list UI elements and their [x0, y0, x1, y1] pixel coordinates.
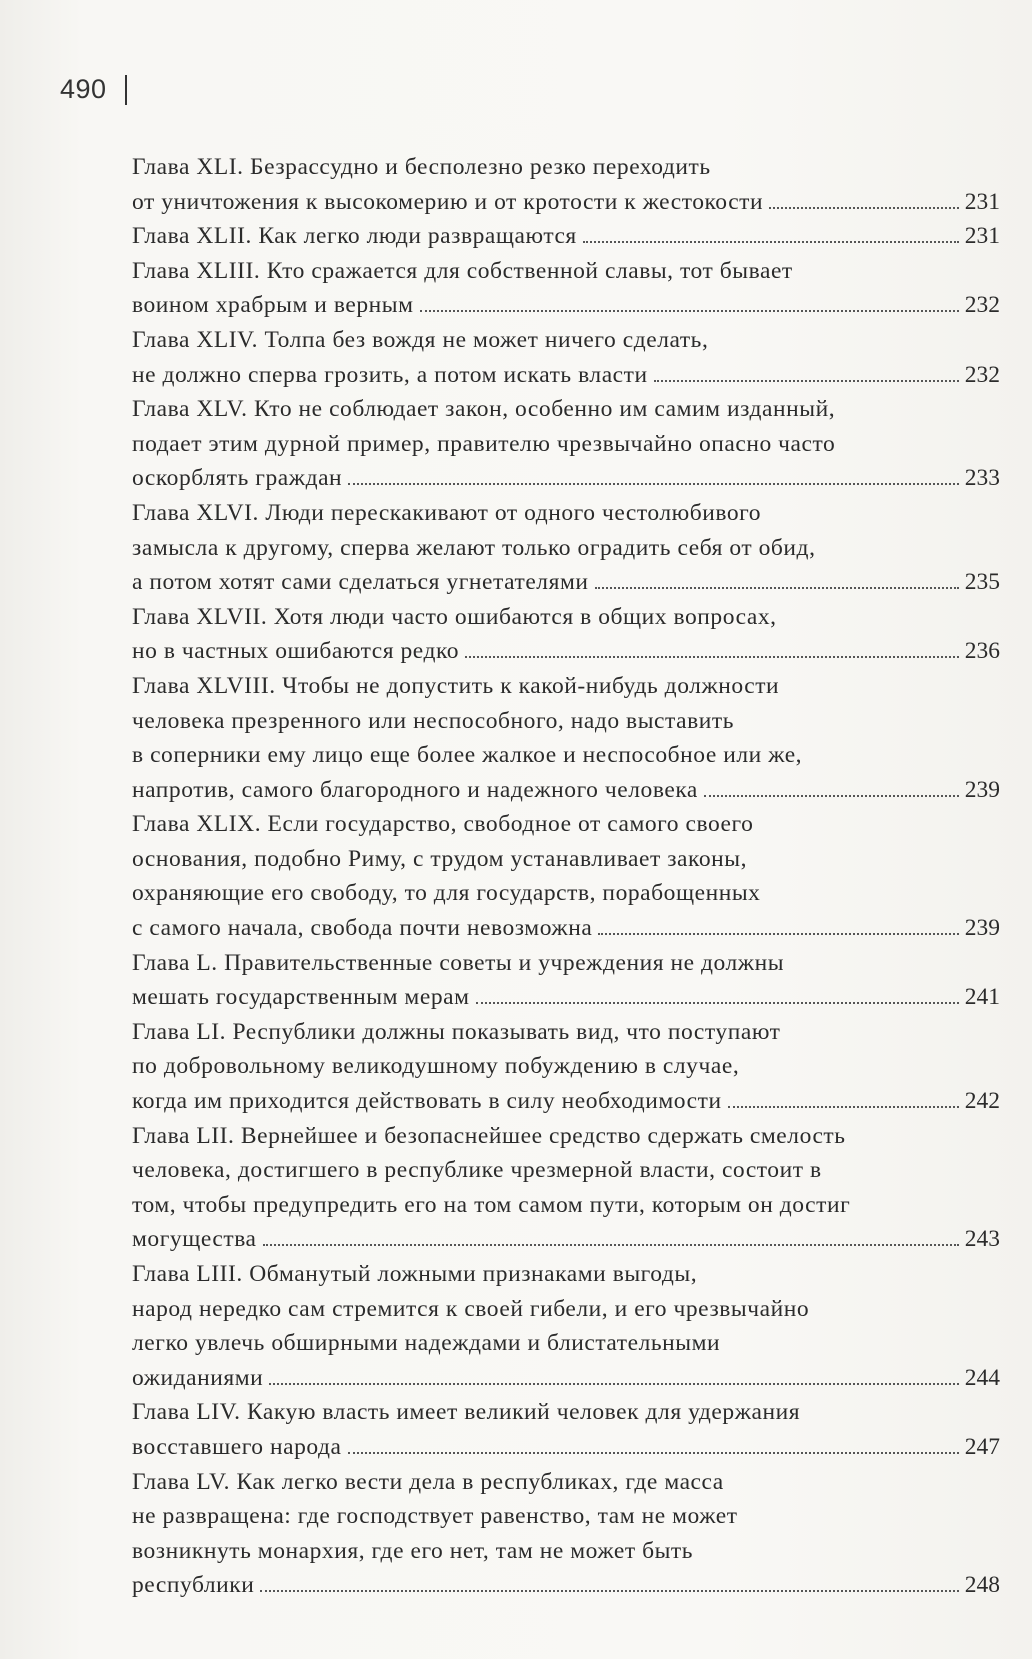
toc-page-number: 247 — [964, 1433, 1000, 1460]
toc-entry-line: Глава XLVIII. Чтобы не допустить к какой-нибудь должности — [132, 672, 780, 699]
toc-entry-line: могущества — [132, 1226, 257, 1253]
toc-page-number: 231 — [964, 188, 1000, 215]
toc-entry-line: Глава LI. Республики должны показывать вид, что поступают — [132, 1018, 781, 1045]
toc-entry-line: подает этим дурной пример, правителю чрезвычайно опасно часто — [132, 430, 836, 457]
toc-page-number: 243 — [964, 1226, 1000, 1253]
toc-page-number: 242 — [964, 1088, 1000, 1115]
dot-leader — [269, 1382, 958, 1385]
toc-entry-line: легко увлечь обширными надеждами и блистательными — [132, 1330, 721, 1357]
dot-leader — [420, 309, 959, 312]
toc-entry-line: от уничтожения к высокомерию и от кротости к жестокости — [132, 188, 764, 215]
dot-leader — [583, 240, 959, 243]
toc-entry-line: ожиданиями — [132, 1364, 264, 1391]
dot-leader — [476, 1001, 959, 1004]
toc-entry-line: Глава LIII. Обманутый ложными признаками выгоды, — [132, 1261, 698, 1287]
toc-entry-line: в соперники ему лицо еще более жалкое и неспособное или же, — [132, 742, 803, 769]
dot-leader — [769, 206, 959, 209]
toc-entry-line: народ нередко сам стремится к своей гибели, и его чрезвычайно — [132, 1295, 810, 1322]
toc-entry-line: Глава XLII. Как легко люди развращаются — [132, 223, 577, 250]
toc-page-number: 239 — [964, 915, 1000, 942]
dot-leader — [348, 482, 959, 485]
dot-leader — [263, 1243, 959, 1246]
toc-entry-line: Глава XLVI. Люди перескакивают от одного честолюбивого — [132, 499, 762, 526]
page-number: 490 — [60, 74, 107, 104]
toc-entry-line: Глава XLIII. Кто сражается для собственной славы, тот бывает — [132, 257, 793, 284]
dot-leader — [348, 1451, 959, 1454]
toc-entry — [132, 1015, 1000, 1119]
toc-entry-final-line — [132, 358, 1000, 393]
toc-entry-final-line — [132, 1361, 1000, 1396]
toc-entry — [132, 807, 1000, 945]
toc-entry-final-line — [132, 461, 1000, 496]
toc-entry — [132, 1395, 1000, 1464]
toc-entry-line: но в частных ошибаются редко — [132, 638, 460, 665]
table-of-contents — [132, 150, 1000, 1603]
toc-entry-final-line — [132, 219, 1000, 254]
toc-page-number: 239 — [964, 776, 1000, 803]
toc-entry-final-line — [132, 565, 1000, 600]
header-divider — [125, 75, 127, 105]
toc-entry-line: Глава L. Правительственные советы и учреждения не должны — [132, 949, 785, 976]
toc-entry-line: том, чтобы предупредить его на том самом пути, которым он достиг — [132, 1191, 851, 1218]
toc-entry-line: замысла к другому, сперва желают только оградить себя от обид, — [132, 534, 816, 561]
toc-entry-line: человека презренного или неспособного, надо выставить — [132, 707, 734, 734]
toc-entry-final-line — [132, 773, 1000, 808]
toc-page-number: 233 — [964, 465, 1000, 492]
toc-page-number: 235 — [964, 569, 1000, 596]
toc-page-number: 231 — [964, 223, 1000, 250]
toc-entry-line: Глава XLIX. Если государство, свободное от самого своего — [132, 811, 754, 838]
toc-page-number: 248 — [964, 1572, 1000, 1599]
toc-page-number: 244 — [964, 1364, 1000, 1391]
dot-leader — [465, 655, 959, 658]
toc-entry-final-line — [132, 634, 1000, 669]
toc-entry-line: воином храбрым и верным — [132, 292, 414, 319]
toc-page-number: 236 — [964, 638, 1000, 665]
toc-entry-line: Глава XLVII. Хотя люди часто ошибаются в общих вопросах, — [132, 603, 777, 630]
toc-entry-line: возникнуть монархия, где его нет, там не может быть — [132, 1537, 694, 1564]
toc-entry-final-line — [132, 1084, 1000, 1119]
toc-entry-line: Глава XLIV. Толпа без вождя не может ничего сделать, — [132, 326, 709, 353]
dot-leader — [704, 794, 959, 797]
dot-leader — [260, 1589, 958, 1592]
page-header — [60, 74, 127, 105]
toc-entry-line: когда им приходится действовать в силу необходимости — [132, 1088, 722, 1115]
toc-entry-line: восставшего народа — [132, 1433, 342, 1460]
toc-entry-line: основания, подобно Риму, с трудом устанавливает законы, — [132, 845, 748, 872]
toc-entry — [132, 150, 1000, 219]
toc-entry-line: напротив, самого благородного и надежного человека — [132, 776, 698, 803]
toc-entry-line: охраняющие его свободу, то для государств, порабощенных — [132, 880, 761, 907]
dot-leader — [598, 932, 958, 935]
toc-page-number: 232 — [964, 361, 1000, 388]
toc-entry — [132, 254, 1000, 323]
toc-entry — [132, 1119, 1000, 1257]
toc-entry — [132, 1465, 1000, 1603]
toc-entry-line: республики — [132, 1572, 255, 1599]
toc-entry-line: не должно сперва грозить, а потом искать власти — [132, 361, 648, 388]
toc-entry-final-line — [132, 1430, 1000, 1465]
toc-entry-line: с самого начала, свобода почти невозможна — [132, 915, 593, 942]
toc-entry — [132, 600, 1000, 669]
toc-entry — [132, 219, 1000, 254]
toc-entry-line: Глава XLV. Кто не соблюдает закон, особенно им самим изданный, — [132, 396, 836, 423]
dot-leader — [728, 1105, 959, 1108]
toc-entry-line: не развращена: где господствует равенство, там не может — [132, 1503, 738, 1530]
dot-leader — [654, 379, 959, 382]
toc-entry-final-line — [132, 980, 1000, 1015]
toc-entry-line: человека, достигшего в республике чрезмерной власти, состоит в — [132, 1157, 822, 1184]
toc-entry-line: Глава XLI. Безрассудно и бесполезно резко переходить — [132, 154, 711, 180]
toc-entry — [132, 669, 1000, 807]
toc-entry-line: Глава LV. Как легко вести дела в республиках, где масса — [132, 1468, 724, 1495]
toc-entry-line: по добровольному великодушному побуждению в случае, — [132, 1053, 740, 1080]
toc-entry — [132, 323, 1000, 392]
toc-entry-line: Глава LIV. Какую власть имеет великий человек для удержания — [132, 1399, 801, 1426]
toc-entry-final-line — [132, 911, 1000, 946]
toc-entry-final-line — [132, 1568, 1000, 1603]
toc-entry-line: а потом хотят сами сделаться угнетателями — [132, 569, 589, 596]
toc-entry-final-line — [132, 185, 1000, 220]
toc-entry — [132, 392, 1000, 496]
toc-entry-line: Глава LII. Вернейшее и безопаснейшее средство сдержать смелость — [132, 1122, 846, 1149]
toc-entry-final-line — [132, 1222, 1000, 1257]
toc-entry-line: оскорблять граждан — [132, 465, 343, 492]
toc-page-number: 241 — [964, 984, 1000, 1011]
toc-entry — [132, 1257, 1000, 1395]
toc-entry — [132, 946, 1000, 1015]
toc-entry-final-line — [132, 288, 1000, 323]
toc-entry — [132, 496, 1000, 600]
dot-leader — [595, 586, 959, 589]
toc-entry-line: мешать государственным мерам — [132, 984, 470, 1011]
toc-page-number: 232 — [964, 292, 1000, 319]
